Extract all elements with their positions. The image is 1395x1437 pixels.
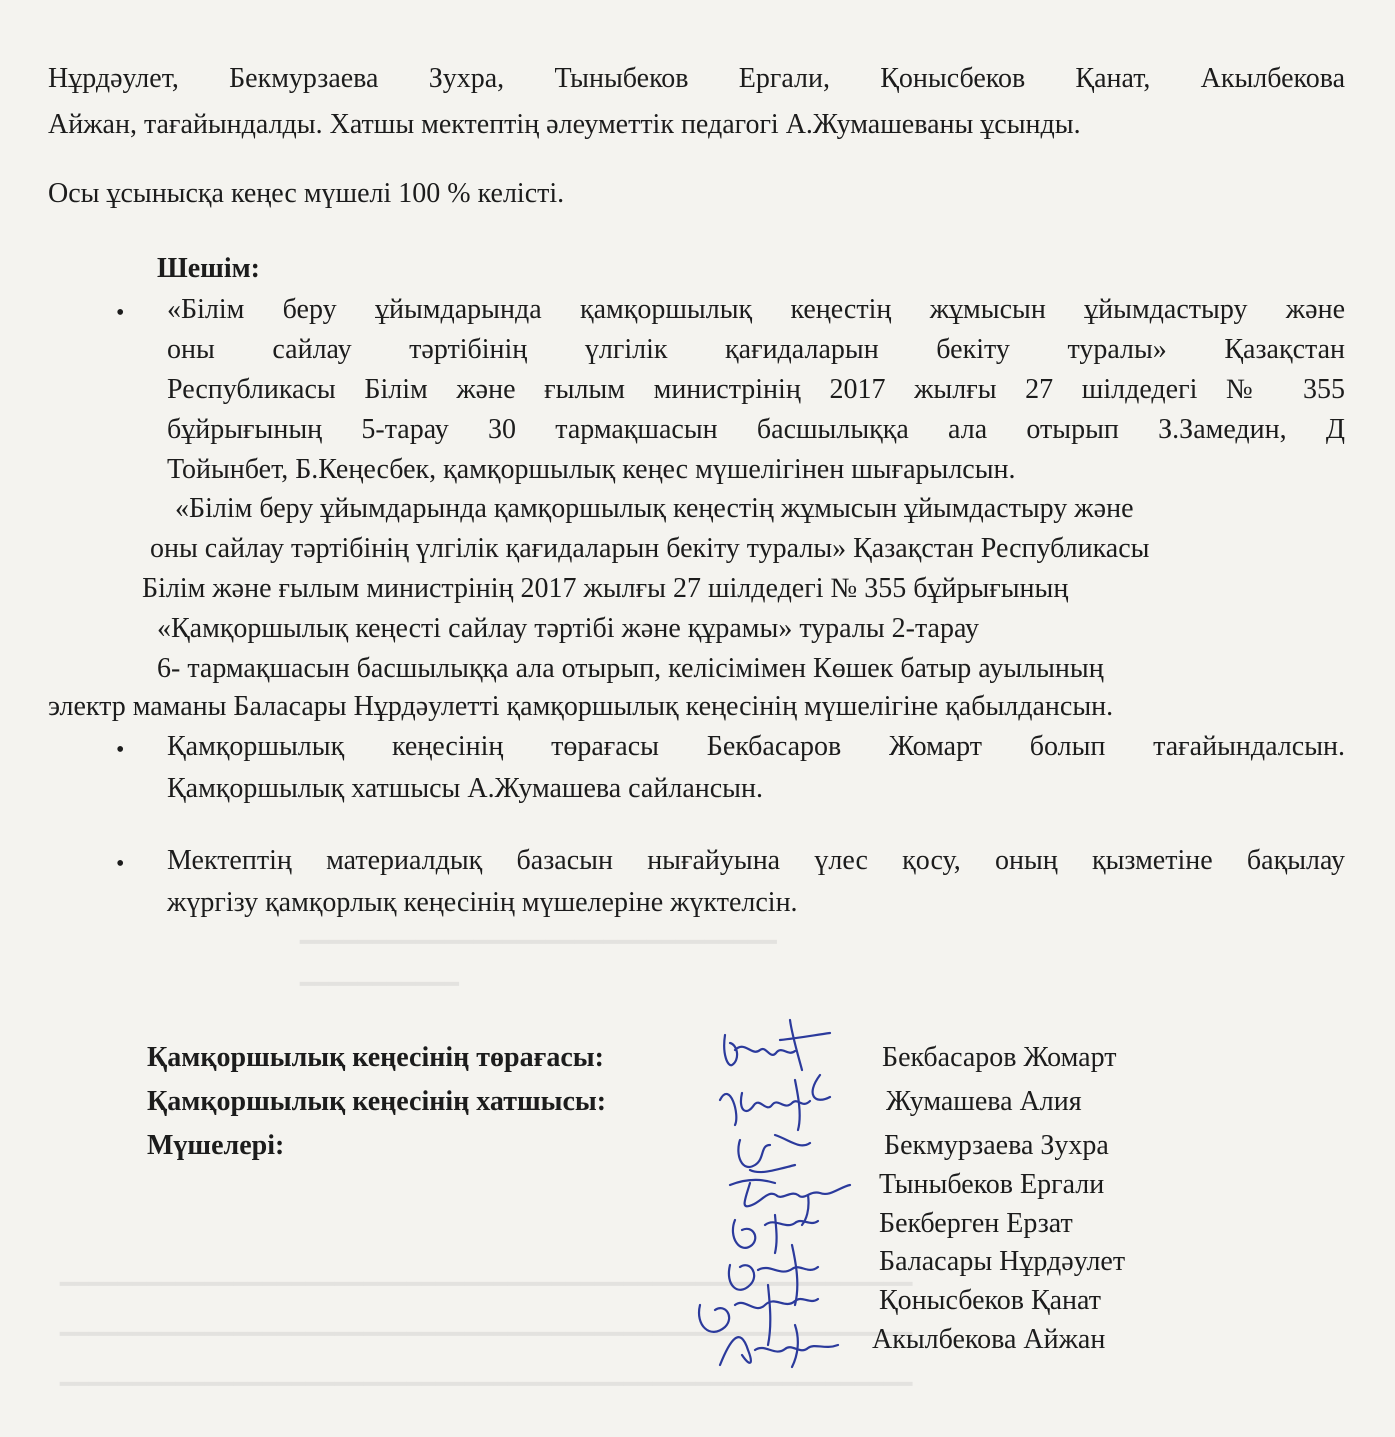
show-through-text: ━━━━━━━━━━━━━━━━━━━━━━━━━━━━━━━━━ <box>300 930 777 956</box>
decision-paragraph-line: электр маманы Баласары Нұрдәулетті қамқоршылық кеңесінің мүшелігіне қабылдансын. <box>48 691 1114 722</box>
show-through-text: ━━━━━━━━━━━ <box>300 972 459 998</box>
decision-item-line: Республикасы Білім және ғылым министрінің 2017 жылғы 27 шілдедегі № 355 <box>167 374 1345 405</box>
secretary-name: Жумашева Алия <box>886 1086 1082 1117</box>
agreement-text: Осы ұсынысқа кеңес мүшелі 100 % келісті. <box>48 178 565 209</box>
members-label: Мүшелері: <box>147 1130 285 1161</box>
bullet-marker: • <box>116 300 125 326</box>
member-name: Акылбекова Айжан <box>872 1324 1106 1355</box>
member-name: Тыныбеков Ергали <box>879 1169 1105 1200</box>
show-through-text: ━━━━━━━━━━━━━━━━━━━━━━━━━━━━━━━━━━━━━━━━━━━━━━━━━━━━━━━━━━━ <box>60 1272 913 1298</box>
show-through-text: ━━━━━━━━━━━━━━━━━━━━━━━━━━━━━━━━━━━━━━━━━━━━━━━━━━━━━━━━━━━ <box>60 1372 913 1398</box>
chair-label: Қамқоршылық кеңесінің төрағасы: <box>147 1042 604 1073</box>
secretary-label: Қамқоршылық кеңесінің хатшысы: <box>147 1086 607 1117</box>
decision-item-line: Қамқоршылық хатшысы А.Жумашева сайлансын. <box>167 773 763 804</box>
decision-item-line: бұйрығының 5-тарау 30 тармақшасын басшылыққа ала отырып З.Замедин, Д <box>167 414 1345 445</box>
decision-item-line: Мектептің материалдық базасын нығайуына үлес қосу, оның қызметіне бақылау <box>167 845 1345 876</box>
intro-line: Айжан, тағайындалды. Хатшы мектептің әлеуметтік педагогі А.Жумашеваны ұсынды. <box>48 109 1081 140</box>
decision-paragraph-line: 6- тармақшасын басшылыққа ала отырып, келісімімен Көшек батыр ауылының <box>157 653 1104 684</box>
member-name: Бекмурзаева Зухра <box>884 1130 1109 1161</box>
intro-line: Нұрдәулет, Бекмурзаева Зухра, Тыныбеков Ергали, Қонысбеков Қанат, Акылбекова <box>48 63 1345 94</box>
decision-paragraph-line: оны сайлау тәртібінің үлгілік қағидаларын бекіту туралы» Қазақстан Республикасы <box>150 533 1150 564</box>
decision-item-line: «Білім беру ұйымдарында қамқоршылық кеңестің жұмысын ұйымдастыру және <box>167 294 1345 325</box>
chair-name: Бекбасаров Жомарт <box>882 1042 1117 1073</box>
decision-item-line: жүргізу қамқорлық кеңесінің мүшелеріне жүктелсін. <box>167 887 798 918</box>
decision-paragraph-line: Білім және ғылым министрінің 2017 жылғы 27 шілдедегі № 355 бұйрығының <box>142 573 1069 604</box>
decision-paragraph-line: «Қамқоршылық кеңесті сайлау тәртібі және құрамы» туралы 2-тарау <box>157 613 979 644</box>
show-through-text: ━━━━━━━━━━━━━━━━━━━━━━━━━━━━━━━━━━━━━━━━━━━━━━━━━━━━━━━━━━━ <box>60 1322 913 1348</box>
decision-item-line: Тойынбет, Б.Кеңесбек, қамқоршылық кеңес мүшелігінен шығарылсын. <box>167 454 1016 485</box>
decision-heading: Шешім: <box>157 253 260 284</box>
member-name: Бекберген Ерзат <box>879 1208 1073 1239</box>
decision-paragraph-line: «Білім беру ұйымдарында қамқоршылық кеңестің жұмысын ұйымдастыру және <box>175 493 1134 524</box>
handwritten-signatures <box>680 1005 870 1375</box>
bullet-marker: • <box>116 851 125 877</box>
decision-item-line: Қамқоршылық кеңесінің төрағасы Бекбасаров Жомарт болып тағайындалсын. <box>167 731 1345 762</box>
bullet-marker: • <box>116 737 125 763</box>
decision-item-line: оны сайлау тәртібінің үлгілік қағидаларын бекіту туралы» Қазақстан <box>167 334 1345 365</box>
member-name: Баласары Нұрдәулет <box>879 1246 1126 1277</box>
member-name: Қонысбеков Қанат <box>879 1285 1101 1316</box>
